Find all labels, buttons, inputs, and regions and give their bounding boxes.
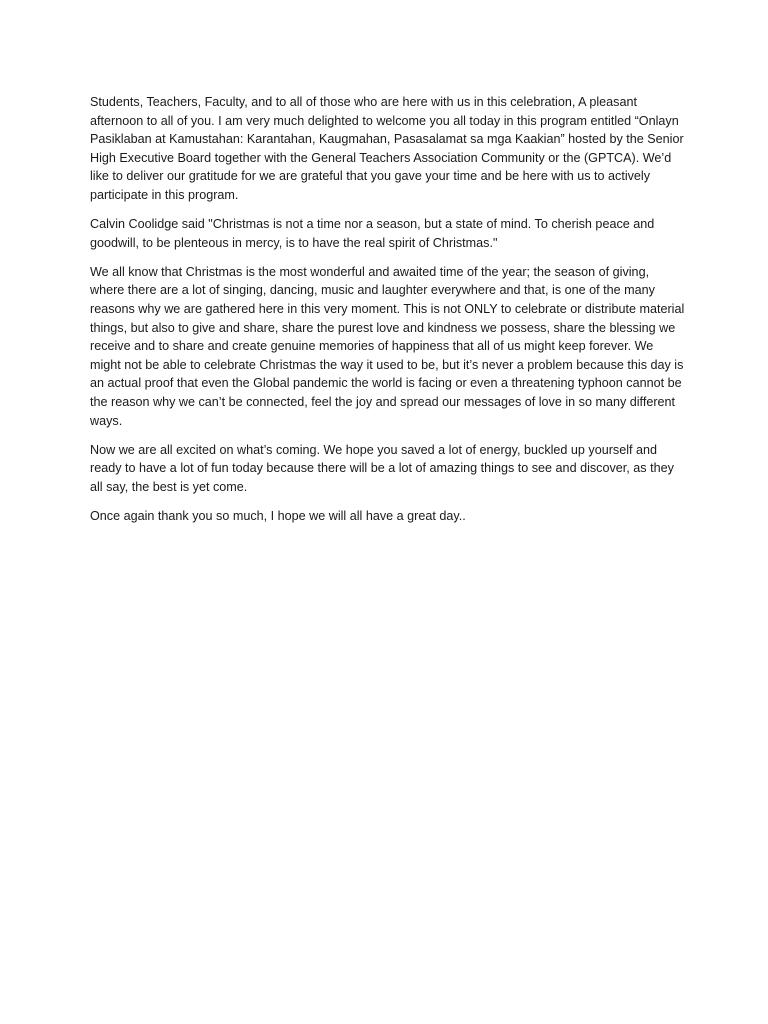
- paragraph-quote: Calvin Coolidge said "Christmas is not a time nor a season, but a state of mind. To cherish peace and goodwill, to be plenteous in mercy, is to have the real spirit of Christmas.": [90, 217, 655, 250]
- document-body: [90, 93, 685, 536]
- paragraph-christmas: We all know that Christmas is the most wonderful and awaited time of the year; the season of giving, where there are a lot of singing, dancing, music and laughter everywhere and that, is one of the many reasons why we are gathered here in this very moment. This is not ONLY to celebrate or distribute material things, but also to give and share, share the purest love and kindness we possess, share the blessing we receive and to share and create genuine memories of happiness that all of us might keep forever. We might not be able to celebrate Christmas the way it used to be, but it’s never a problem because this day is an actual proof that even the Global pandemic the world is facing or even a threatening typhoon cannot be the reason why we can’t be connected, feel the joy and spread our messages of love in so many different ways.: [90, 264, 685, 428]
- paragraph-excitement: Now we are all excited on what’s coming. We hope you saved a lot of energy, buckled up yourself and ready to have a lot of fun today because there will be a lot of amazing things to see and discover, as they all say, the best is yet come.: [90, 442, 674, 494]
- paragraph-greeting: Students, Teachers, Faculty, and to all of those who are here with us in this celebration, A pleasant afternoon to all of you. I am very much delighted to welcome you all today in this program entitled “Onlayn Pasiklaban at Kamustahan: Karantahan, Kaugmahan, Pasasalamat sa mga Kaakian” hosted by the Senior High Executive Board together with the General Teachers Association Community or the (GPTCA). We’d like to deliver our gratitude for we are grateful that you gave your time and be here with us to actively participate in this program.: [90, 95, 684, 202]
- paragraph-closing: Once again thank you so much, I hope we will all have a great day..: [90, 508, 466, 523]
